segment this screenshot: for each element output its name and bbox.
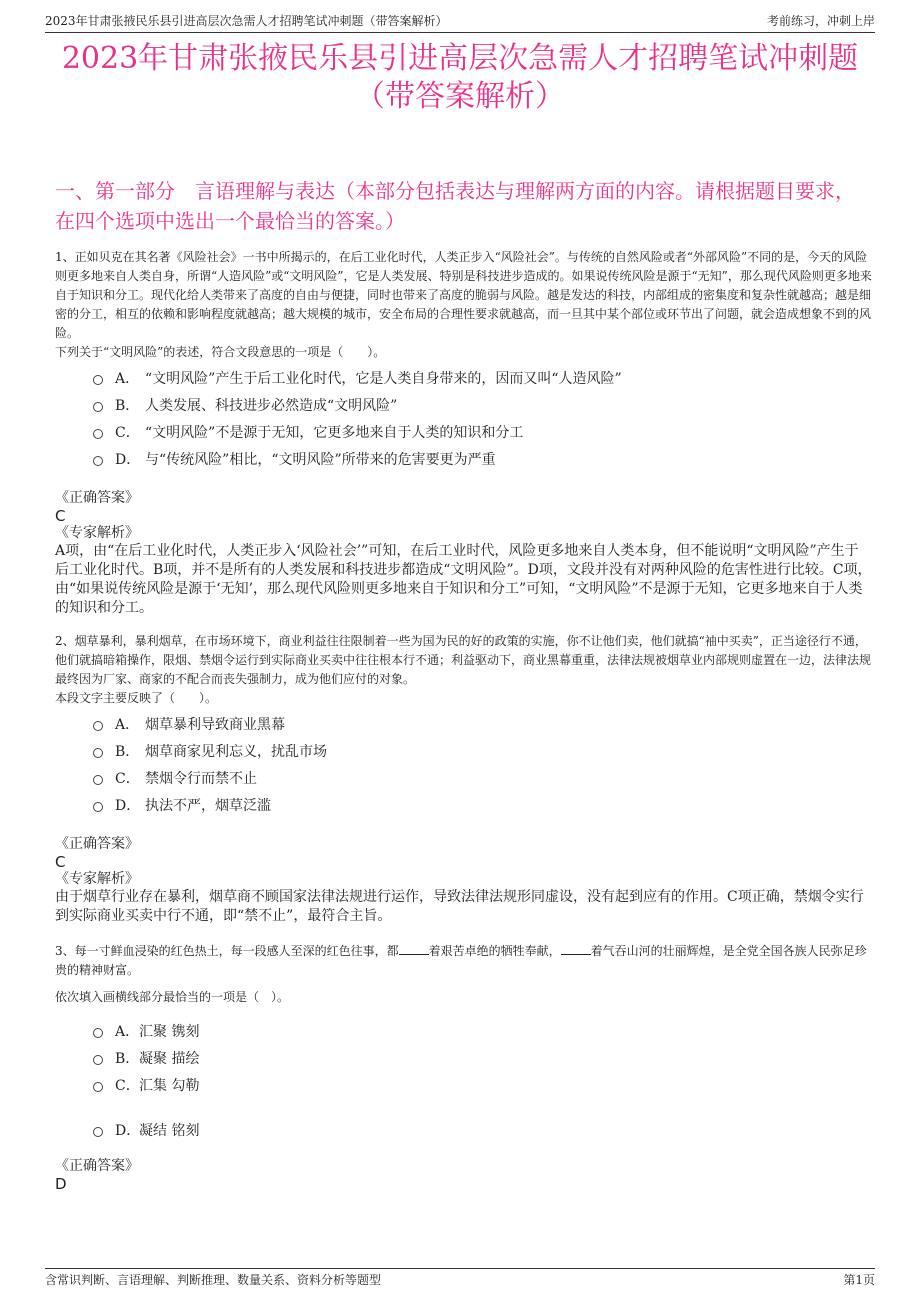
question-1-text: 1、正如贝克在其名著《风险社会》一书中所揭示的，在后工业化时代，人类正步入“风险社会”。与传统的自然风险或者“外部风险”不同的是，今天的风险则更多地来自人类自身，所谓“人造风险”或“文明风险”，它是人类发展、特别是科技进步造成的。如果说传统风险是源于“无知”，那么现代风险则更多地来自于知识和分工。现代化给人类带来了高度的自由与便捷，同时也带来了高度的脆弱与风险。越是发达的科技，内部组成的密集度和复杂性就越高；越是细密的分工，相互的依赖和影响程度就越高；越大规模的城市，安全布局的合理性要求就越高，而一旦其中某个部位或环节出了问题，就会造成想象不到的风险。	[55, 250, 872, 340]
question-1	[55, 248, 872, 474]
analysis-label: 《专家解析》	[55, 525, 139, 541]
question-2-option-c[interactable]: C． 禁烟令行而禁不止	[55, 766, 872, 793]
question-2-option-b[interactable]: B． 烟草商家见利忘义，扰乱市场	[55, 739, 872, 766]
question-3-option-c[interactable]: C．汇集 勾勒	[55, 1073, 872, 1100]
footer-description: 含常识判断、言语理解、判断推理、数量关系、资料分析等题型	[45, 1273, 382, 1287]
question-1-option-c[interactable]: C． “文明风险”不是源于无知，它更多地来自于人类的知识和分工	[55, 420, 872, 447]
header-doc-title: 2023年甘肃张掖民乐县引进高层次急需人才招聘笔试冲刺题（带答案解析）	[45, 14, 448, 28]
question-1-analysis: A项，由“在后工业化时代，人类正步入‘风险社会’”可知，在后工业时代，风险更多地来自人类本身，但不能说明“文明风险”产生于后工业化时代。B项，并不是所有的人类发展和科技进步都造成“文明风险”。D项，文段并没有对两种风险的危害性进行比较。C项，由“如果说传统风险是源于‘无知’，那么现代风险则更多地来自于知识和分工”可知，“文明风险”不是源于无知，它更多地来自于人类的知识和分工。	[55, 543, 872, 616]
question-3-solution	[55, 1158, 872, 1193]
question-2-solution	[55, 836, 872, 926]
radio-icon[interactable]	[93, 1055, 103, 1065]
question-2-text: 2、烟草暴利，暴利烟草，在市场环境下，商业利益往往限制着一些为国为民的好的政策的实施，你不让他们卖，他们就搞“袖中买卖”，正当途径行不通，他们就搞暗箱操作，限烟、禁烟令运行到实际商业买卖中往往根本行不通；利益驱动下，商业黑幕重重，法律法规被烟草业内部规则虚置在一边，法律法规最终因为厂家、商家的不配合而丧失强制力，成为他们应付的对象。	[55, 634, 872, 686]
question-1-answer: C	[55, 507, 66, 525]
question-1-options	[55, 366, 872, 474]
question-2	[55, 632, 872, 820]
question-2-analysis: 由于烟草行业存在暴利，烟草商不顾国家法律法规进行运作，导致法律法规形同虚设，没有起到应有的作用。C项正确，禁烟令实行到实际商业买卖中行不通，即“禁不止”，最符合主旨。	[55, 889, 864, 924]
header-slogan: 考前练习，冲刺上岸	[766, 14, 875, 28]
answer-label: 《正确答案》	[55, 1158, 139, 1174]
question-1-option-a[interactable]: A． “文明风险”产生于后工业化时代，它是人类自身带来的，因而又叫“人造风险”	[55, 366, 872, 393]
question-2-options	[55, 712, 872, 820]
question-2-prompt: 本段文字主要反映了（ ）。	[55, 691, 218, 705]
radio-icon[interactable]	[93, 375, 103, 385]
radio-icon[interactable]	[93, 429, 103, 439]
radio-icon[interactable]	[93, 456, 103, 466]
page-title	[45, 40, 875, 116]
question-1-option-d[interactable]: D． 与“传统风险”相比，“文明风险”所带来的危害要更为严重	[55, 447, 872, 474]
question-3-option-d[interactable]: D．凝结 铭刻	[55, 1118, 872, 1145]
question-2-option-a[interactable]: A． 烟草暴利导致商业黑幕	[55, 712, 872, 739]
question-3-prompt: 依次填入画横线部分最恰当的一项是（ ）。	[55, 990, 290, 1004]
radio-icon[interactable]	[93, 748, 103, 758]
radio-icon[interactable]	[93, 775, 103, 785]
question-3-answer: D	[55, 1175, 67, 1193]
question-1-prompt: 下列关于“文明风险”的表述，符合文段意思的一项是（ ）。	[55, 345, 386, 359]
blank-2	[561, 942, 591, 955]
radio-icon[interactable]	[93, 721, 103, 731]
radio-icon[interactable]	[93, 402, 103, 412]
question-3	[55, 942, 872, 1145]
radio-icon[interactable]	[93, 1082, 103, 1092]
page-title-line2: （带答案解析）	[355, 79, 565, 114]
page-footer	[45, 1268, 875, 1291]
blank-1	[399, 942, 429, 955]
answer-label: 《正确答案》	[55, 490, 139, 506]
section-title: 一、第一部分 言语理解与表达（本部分包括表达与理解两方面的内容。请根据题目要求，在四个选项中选出一个最恰当的答案。）	[55, 179, 855, 233]
question-1-option-b[interactable]: B． 人类发展、科技进步必然造成“文明风险”	[55, 393, 872, 420]
radio-icon[interactable]	[93, 1028, 103, 1038]
answer-label: 《正确答案》	[55, 836, 139, 852]
page-number: 第1页	[843, 1273, 875, 1287]
question-3-option-b[interactable]: B．凝聚 描绘	[55, 1046, 872, 1073]
question-3-options	[55, 1019, 872, 1145]
question-2-option-d[interactable]: D． 执法不严，烟草泛滥	[55, 793, 872, 820]
page-title-line1: 2023年甘肃张掖民乐县引进高层次急需人才招聘笔试冲刺题	[61, 41, 859, 76]
question-1-solution	[55, 490, 872, 618]
radio-icon[interactable]	[93, 802, 103, 812]
radio-icon[interactable]	[93, 1127, 103, 1137]
question-3-text: 3、每一寸鲜血浸染的红色热土，每一段感人至深的红色往事，都 着艰苦卓绝的牺牲奉献， 着气吞山河的壮丽辉煌，是全党全国各族人民弥足珍贵的精神财富。	[55, 944, 867, 977]
page-header	[45, 10, 875, 33]
question-2-answer: C	[55, 853, 66, 871]
question-3-option-a[interactable]: A．汇聚 镌刻	[55, 1019, 872, 1046]
analysis-label: 《专家解析》	[55, 871, 139, 887]
